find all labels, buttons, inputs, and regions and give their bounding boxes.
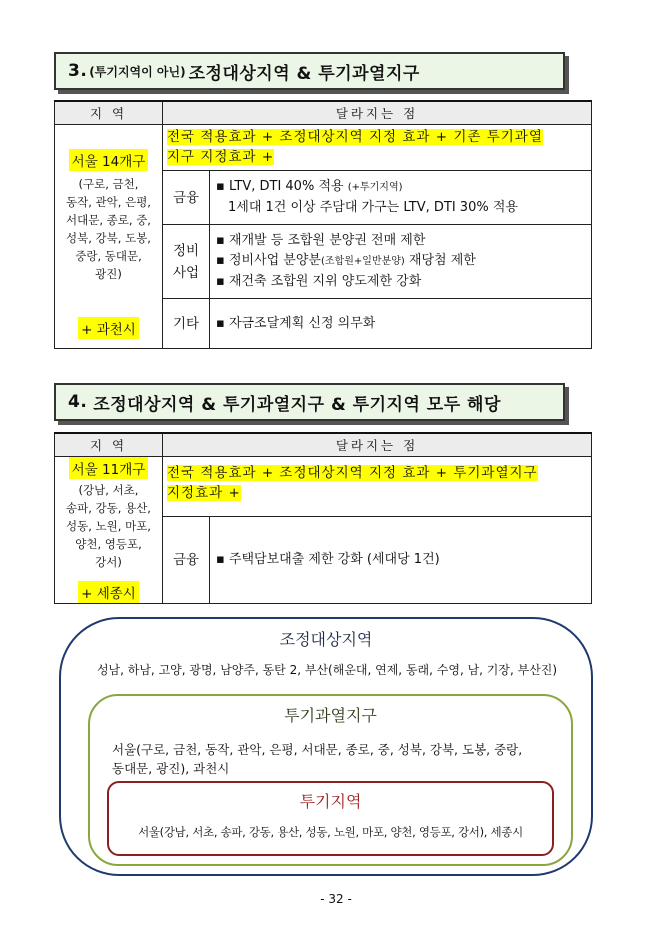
adjustment-area-title: 조정대상지역 (279, 630, 373, 649)
finance-items: ▪ LTV, DTI 40% 적용 (+투기지역) 1세대 1건 이상 주담대 가구는 LTV, DTI 30% 적용 (210, 171, 592, 225)
region-extra: + 과천시 (78, 317, 139, 339)
summary-cell: 전국 적용효과 + 조정대상지역 지정 효과 + 투기과열지구 지정효과 + (163, 457, 592, 517)
table-header-row (55, 101, 592, 125)
speculation-area-box (107, 781, 554, 856)
column-header-region: 지 역 (55, 101, 163, 125)
summary-cell: 전국 적용효과 + 조정대상지역 지정 효과 + 기존 투기과열 지구 지정효과 + (163, 125, 592, 171)
section3-header (54, 52, 565, 90)
category-other: 기타 (163, 299, 210, 349)
other-items: ▪ 자금조달계획 신정 의무화 (210, 299, 592, 349)
region-main: 서울 14개구 (69, 149, 149, 171)
section3-title: 조정대상지역 & 투기과열지구 (188, 63, 420, 84)
section3-number: 3. (68, 61, 88, 81)
adjustment-area-text: 성남, 하남, 고양, 광명, 남양주, 동탄 2, 부산(해운대, 연제, 동래, 수영, 남, 기장, 부산진) (96, 663, 558, 677)
region-list: (강남, 서초, 송파, 강동, 용산, 성동, 노원, 마포, 양천, 영등포, 강서) (66, 483, 151, 569)
finance-items: ▪ 주택담보대출 제한 강화 (세대당 1건) (210, 516, 592, 603)
section4-title: 조정대상지역 & 투기과열지구 & 투기지역 모두 해당 (93, 394, 501, 415)
speculation-area-title: 투기지역 (299, 792, 362, 811)
category-redevelopment: 정비 사업 (163, 225, 210, 299)
section4-header (54, 383, 565, 421)
page-number: - 32 - (320, 892, 352, 906)
redevelopment-items: ▪ 재개발 등 조합원 분양권 전매 제한 ▪ 정비사업 분양분(조합원+일반분양) 재당첨 제한 ▪ 재건축 조합원 지위 양도제한 강화 (210, 225, 592, 299)
speculation-area-text: 서울(강남, 서초, 송파, 강동, 용산, 성동, 노원, 마포, 양천, 영등포, 강서), 세종시 (138, 825, 523, 839)
section4-number: 4. (68, 392, 88, 412)
section4-table (54, 432, 592, 604)
table-header-row (55, 433, 592, 457)
region-cell (55, 125, 163, 349)
section3-table (54, 100, 592, 349)
region-cell (55, 457, 163, 604)
region-main: 서울 11개구 (69, 457, 149, 479)
column-header-diff: 달라지는 점 (163, 101, 592, 125)
category-finance: 금융 (163, 171, 210, 225)
region-list: (구로, 금천, 동작, 관악, 은평, 서대문, 종로, 중, 성북, 강북, 도봉, 중랑, 동대문, 광진) (66, 177, 151, 281)
overheated-district-title: 투기과열지구 (284, 706, 377, 725)
category-finance: 금융 (163, 516, 210, 603)
column-header-region: 지 역 (55, 433, 163, 457)
column-header-diff: 달라지는 점 (163, 433, 592, 457)
region-extra: + 세종시 (78, 581, 139, 603)
overheated-district-text: 서울(구로, 금천, 동작, 관악, 은평, 서대문, 종로, 중, 성북, 강북, 도봉, 중랑, 동대문, 광진), 과천시 (112, 742, 523, 776)
section3-subtitle: (투기지역이 아닌) (89, 64, 186, 79)
